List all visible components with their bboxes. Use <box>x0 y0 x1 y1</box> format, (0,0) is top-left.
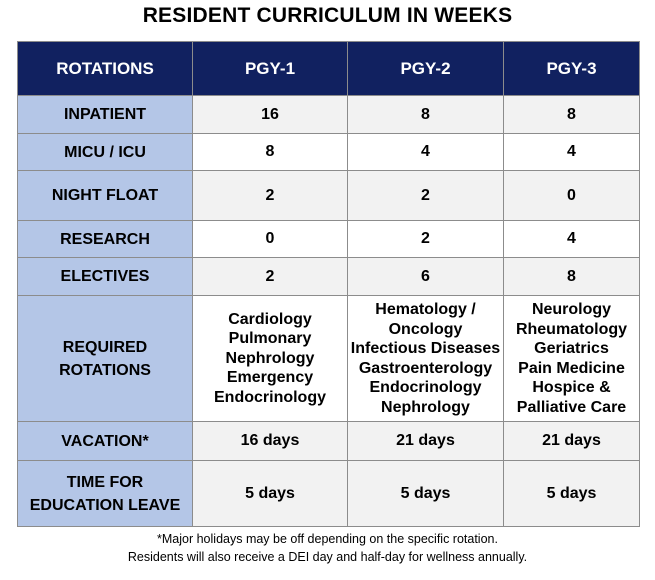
cell-value: 16 days <box>193 422 348 461</box>
label-line: TIME FOR <box>66 473 144 491</box>
table-row <box>18 171 640 221</box>
table-row <box>18 221 640 258</box>
cell-value: 8 <box>504 96 640 134</box>
header-rotations: ROTATIONS <box>18 42 193 96</box>
cell-value: 8 <box>504 258 640 296</box>
list-item: Geriatrics <box>534 340 609 357</box>
list-item: Infectious Diseases <box>350 340 501 357</box>
cell-value: 0 <box>193 221 348 258</box>
row-label: VACATION* <box>18 422 193 461</box>
pgy2-rotation-list <box>348 296 504 422</box>
cell-value: 5 days <box>504 461 640 527</box>
cell-value: 21 days <box>504 422 640 461</box>
cell-value: 16 <box>193 96 348 134</box>
list-item: Neurology <box>531 301 612 318</box>
list-item: Palliative Care <box>516 398 627 416</box>
required-rotations-row <box>18 296 640 422</box>
cell-value: 4 <box>504 221 640 258</box>
footnote-holidays: *Major holidays may be off depending on the specific rotation. <box>157 532 498 546</box>
list-item: Rheumatology <box>515 320 628 338</box>
list-item: Nephrology <box>381 398 470 416</box>
list-item: Oncology <box>388 320 463 338</box>
row-label: NIGHT FLOAT <box>18 171 193 221</box>
list-item: Gastroenterology <box>358 359 493 377</box>
table-row <box>18 134 640 171</box>
cell-value: 8 <box>193 134 348 171</box>
label-line: REQUIRED <box>62 338 148 356</box>
list-item: Pain Medicine <box>518 359 625 377</box>
header-pgy3: PGY-3 <box>504 42 640 96</box>
cell-value: 21 days <box>348 422 504 461</box>
row-label: MICU / ICU <box>18 134 193 171</box>
label-line: ROTATIONS <box>59 361 151 379</box>
cell-value: 2 <box>348 171 504 221</box>
cell-value: 0 <box>504 171 640 221</box>
row-label: RESEARCH <box>18 221 193 258</box>
curriculum-table <box>17 41 640 527</box>
list-item: Endocrinology <box>214 388 326 406</box>
header-pgy2: PGY-2 <box>348 42 504 96</box>
list-item: Pulmonary <box>228 330 312 348</box>
list-item: Emergency <box>226 369 314 387</box>
footnote-wellness: Residents will also receive a DEI day and half-day for wellness annually. <box>127 550 528 564</box>
cell-value: 8 <box>348 96 504 134</box>
cell-value: 4 <box>504 134 640 171</box>
header-pgy1: PGY-1 <box>193 42 348 96</box>
cell-value: 2 <box>193 171 348 221</box>
cell-value: 5 days <box>193 461 348 527</box>
list-item: Endocrinology <box>369 379 482 396</box>
cell-value: 6 <box>348 258 504 296</box>
required-rotations-label <box>18 296 193 422</box>
education-leave-row <box>18 461 640 527</box>
header-row <box>18 42 640 96</box>
cell-value: 5 days <box>348 461 504 527</box>
list-item: Hospice & <box>532 379 611 396</box>
table-row <box>18 258 640 296</box>
row-label: ELECTIVES <box>18 258 193 296</box>
pgy3-rotation-list <box>504 296 640 422</box>
cell-value: 2 <box>348 221 504 258</box>
table-row <box>18 96 640 134</box>
pgy1-rotation-list <box>193 296 348 422</box>
list-item: Cardiology <box>228 310 312 328</box>
education-leave-label <box>18 461 193 527</box>
list-item: Hematology / <box>375 301 476 318</box>
list-item: Nephrology <box>225 349 315 367</box>
row-label: INPATIENT <box>18 96 193 134</box>
cell-value: 2 <box>193 258 348 296</box>
label-line: EDUCATION LEAVE <box>29 496 181 514</box>
vacation-row <box>18 422 640 461</box>
page-title: RESIDENT CURRICULUM IN WEEKS <box>142 4 513 27</box>
cell-value: 4 <box>348 134 504 171</box>
